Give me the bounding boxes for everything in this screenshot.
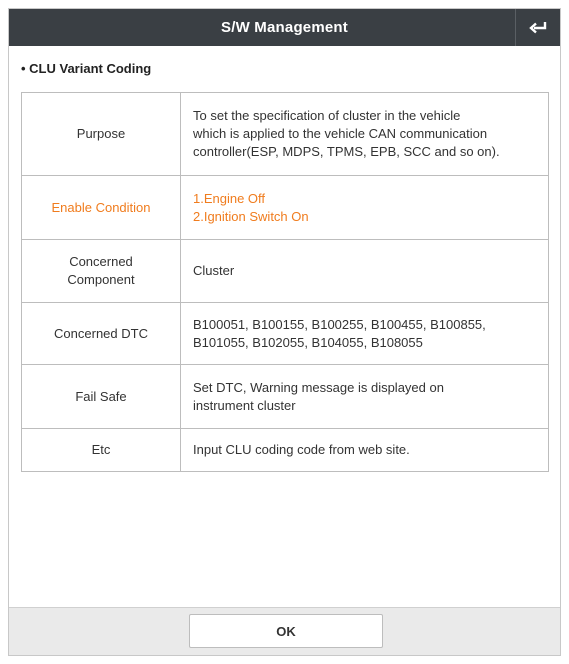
row-value-etc: Input CLU coding code from web site. <box>181 429 549 472</box>
footer-bar <box>9 607 560 655</box>
window-title: S/W Management <box>221 19 348 36</box>
row-value-purpose: To set the specification of cluster in the vehicle which is applied to the vehicle CAN communication controller(ESP, MDPS, TPMS, EPB, SCC and so on). <box>181 93 549 176</box>
row-label-fail-safe: Fail Safe <box>22 365 181 429</box>
row-label-purpose: Purpose <box>22 93 181 176</box>
section-heading: • CLU Variant Coding <box>21 61 152 76</box>
table-row <box>22 93 549 176</box>
table-row <box>22 240 549 303</box>
table-row <box>22 176 549 240</box>
back-button[interactable] <box>515 9 560 46</box>
row-label-concerned-dtc: Concerned DTC <box>22 303 181 365</box>
row-value-fail-safe: Set DTC, Warning message is displayed on instrument cluster <box>181 365 549 429</box>
row-value-enable-condition: 1.Engine Off 2.Ignition Switch On <box>181 176 549 240</box>
row-label-concerned-component: Concerned Component <box>22 240 181 303</box>
row-value-concerned-dtc: B100051, B100155, B100255, B100455, B100855, B101055, B102055, B104055, B108055 <box>181 303 549 365</box>
sw-management-window <box>8 8 561 656</box>
info-table <box>21 92 549 472</box>
table-row <box>22 303 549 365</box>
row-label-enable-condition: Enable Condition <box>22 176 181 240</box>
title-bar <box>9 9 560 46</box>
row-label-etc: Etc <box>22 429 181 472</box>
return-arrow-icon <box>529 21 547 35</box>
row-value-concerned-component: Cluster <box>181 240 549 303</box>
ok-button[interactable]: OK <box>189 614 383 648</box>
table-row <box>22 365 549 429</box>
table-row <box>22 429 549 472</box>
